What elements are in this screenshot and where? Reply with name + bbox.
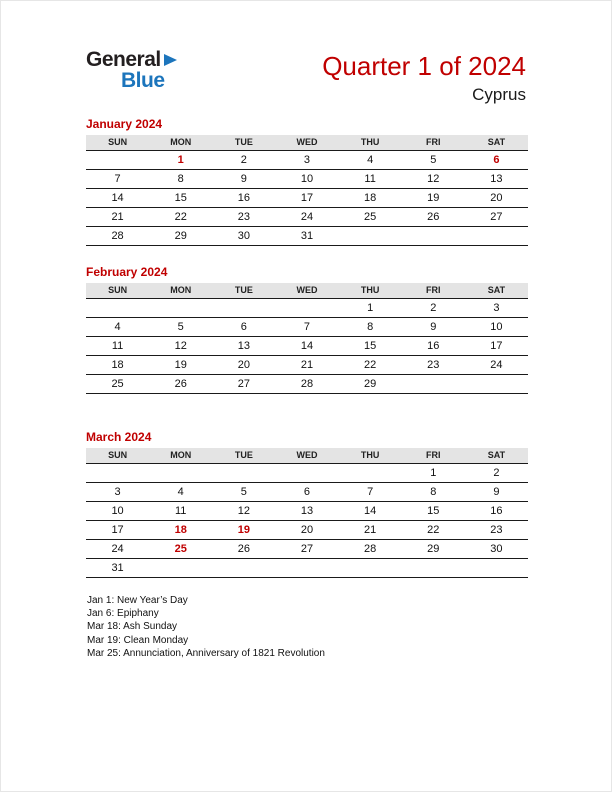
day-cell: 22 [364,359,377,371]
weekday-thu: THU [360,137,380,147]
day-cell-empty [402,559,465,577]
weekday-header-row [86,135,528,151]
day-cell: 19 [427,192,440,204]
day-cell: 5 [240,486,247,498]
day-cell: 23 [490,524,503,536]
day-cell-empty [275,464,338,482]
day-cell: 29 [427,543,440,555]
day-cell: 12 [427,173,440,185]
day-cell: 27 [300,543,314,555]
week-row [86,208,528,227]
day-cell: 7 [114,173,121,185]
day-cell: 24 [300,211,314,223]
weekday-fri: FRI [426,285,441,295]
day-cell: 10 [300,173,314,185]
day-cell-empty [465,375,528,393]
day-cell: 2 [240,154,247,166]
day-cell: 6 [240,321,247,333]
week-row [86,559,528,578]
weekday-sun: SUN [108,285,128,295]
day-cell: 9 [430,321,437,333]
day-cell: 18 [174,524,187,536]
weekday-sun: SUN [108,450,128,460]
day-cell: 4 [114,321,121,333]
weekday-mon: MON [170,450,192,460]
page-subtitle: Cyprus [472,85,526,104]
day-cell: 28 [364,543,377,555]
week-row [86,464,528,483]
day-cell: 11 [111,340,124,352]
week-row [86,502,528,521]
day-cell: 23 [237,211,250,223]
day-cell: 10 [111,505,124,517]
day-cell-empty [212,464,275,482]
day-cell: 18 [111,359,124,371]
holiday-item: Jan 1: New Year’s Day [87,595,188,606]
day-cell: 3 [114,486,121,498]
weekday-mon: MON [170,285,192,295]
day-cell: 25 [111,378,124,390]
day-cell-empty [86,464,149,482]
day-cell: 27 [237,378,250,390]
day-cell: 31 [111,562,124,574]
weekday-wed: WED [296,137,318,147]
holiday-item: Mar 18: Ash Sunday [87,621,178,633]
day-cell: 6 [303,486,311,498]
day-cell: 14 [111,192,124,204]
day-cell-empty [86,151,149,169]
week-row [86,540,528,559]
day-cell-empty [339,464,402,482]
day-cell: 25 [364,211,377,223]
day-cell: 27 [490,211,503,223]
month-grid [86,283,528,394]
day-cell: 26 [237,543,250,555]
day-cell: 15 [174,192,187,204]
day-cell: 9 [240,173,247,185]
weekday-sat: SAT [487,285,506,295]
weekday-fri: FRI [426,450,441,460]
day-cell: 31 [300,230,314,242]
month-title: January 2024 [86,117,163,131]
day-cell: 14 [300,340,314,352]
day-cell: 13 [490,173,503,185]
day-cell: 1 [430,467,437,479]
month-block [86,117,528,246]
day-cell: 8 [367,321,374,333]
day-cell: 26 [174,378,187,390]
day-cell-empty [339,559,402,577]
day-cell-empty [402,375,465,393]
day-cell: 28 [300,378,314,390]
day-cell: 4 [177,486,184,498]
day-cell-empty [465,559,528,577]
month-title: February 2024 [86,265,168,279]
day-cell: 2 [493,467,500,479]
day-cell: 19 [174,359,187,371]
day-cell: 5 [430,154,437,166]
day-cell: 13 [237,340,250,352]
month-title: March 2024 [86,430,152,444]
day-cell-empty [402,227,465,245]
weekday-fri: FRI [426,137,441,147]
day-cell: 16 [237,192,250,204]
month-grid [86,135,528,246]
day-cell: 21 [300,359,314,371]
weekday-tue: TUE [234,450,253,460]
day-cell: 7 [367,486,374,498]
day-cell: 11 [175,505,187,517]
week-row [86,227,528,246]
weekday-thu: THU [360,285,380,295]
holiday-item: Mar 25: Annunciation, Anniversary of 1821 Revolution [87,647,325,659]
weekday-thu: THU [360,450,380,460]
day-cell: 12 [237,505,250,517]
month-grid [86,448,528,578]
holiday-item: Jan 6: Epiphany [87,608,159,620]
logo-text-general: General [86,48,161,71]
day-cell: 17 [111,524,124,536]
logo [86,49,177,91]
week-row [86,483,528,502]
day-cell-empty [465,227,528,245]
day-cell: 20 [237,359,250,371]
day-cell: 24 [490,359,503,371]
day-cell: 7 [303,321,311,333]
day-cell-empty [86,299,149,317]
day-cell: 20 [490,192,503,204]
day-cell: 1 [177,154,184,166]
day-cell-empty [275,559,338,577]
holiday-list [87,594,325,660]
weekday-wed: WED [296,285,318,295]
day-cell: 22 [427,524,440,536]
week-row [86,521,528,540]
day-cell: 22 [174,211,187,223]
day-cell: 29 [174,230,187,242]
day-cell: 15 [364,340,377,352]
weekday-mon: MON [170,137,192,147]
day-cell: 5 [177,321,184,333]
day-cell: 30 [237,230,250,242]
day-cell: 18 [364,192,377,204]
day-cell: 16 [490,505,503,517]
day-cell: 21 [111,211,124,223]
day-cell-empty [339,227,402,245]
weekday-header-row [86,448,528,464]
weekday-sat: SAT [487,450,506,460]
day-cell: 1 [367,302,374,314]
day-cell: 10 [490,321,503,333]
week-row [86,318,528,337]
day-cell: 3 [493,302,500,314]
day-cell-empty [212,559,275,577]
day-cell: 23 [427,359,440,371]
day-cell-empty [149,464,212,482]
day-cell: 4 [367,154,374,166]
week-row [86,337,528,356]
day-cell: 2 [430,302,437,314]
week-row [86,151,528,170]
weekday-wed: WED [296,450,318,460]
day-cell: 29 [364,378,377,390]
week-row [86,299,528,318]
weekday-tue: TUE [234,285,253,295]
holiday-item: Mar 19: Clean Monday [87,634,189,646]
week-row [86,170,528,189]
day-cell: 21 [364,524,377,536]
day-cell: 9 [493,486,500,498]
day-cell-empty [275,299,338,317]
page-title: Quarter 1 of 2024 [322,51,526,81]
day-cell: 13 [300,505,314,517]
week-row [86,356,528,375]
week-row [86,375,528,394]
day-cell: 24 [111,543,124,555]
day-cell-empty [149,299,212,317]
day-cell: 8 [177,173,184,185]
logo-text-blue: Blue [121,69,165,92]
day-cell: 16 [427,340,440,352]
day-cell: 20 [300,524,314,536]
day-cell: 6 [493,154,500,166]
day-cell-empty [212,299,275,317]
day-cell: 15 [427,505,440,517]
day-cell-empty [149,559,212,577]
day-cell: 8 [430,486,437,498]
day-cell: 28 [111,230,124,242]
day-cell: 19 [237,524,250,536]
day-cell: 14 [364,505,377,517]
logo-flag-icon [164,54,177,66]
month-block [86,265,528,394]
weekday-sat: SAT [487,137,506,147]
weekday-tue: TUE [234,137,253,147]
day-cell: 30 [490,543,503,555]
day-cell: 25 [174,543,187,555]
day-cell: 26 [427,211,440,223]
day-cell: 17 [300,192,314,204]
month-block [86,430,528,578]
day-cell: 12 [174,340,187,352]
day-cell: 3 [303,154,311,166]
day-cell: 17 [490,340,503,352]
weekday-header-row [86,283,528,299]
day-cell: 11 [364,173,376,185]
weekday-sun: SUN [108,137,128,147]
week-row [86,189,528,208]
